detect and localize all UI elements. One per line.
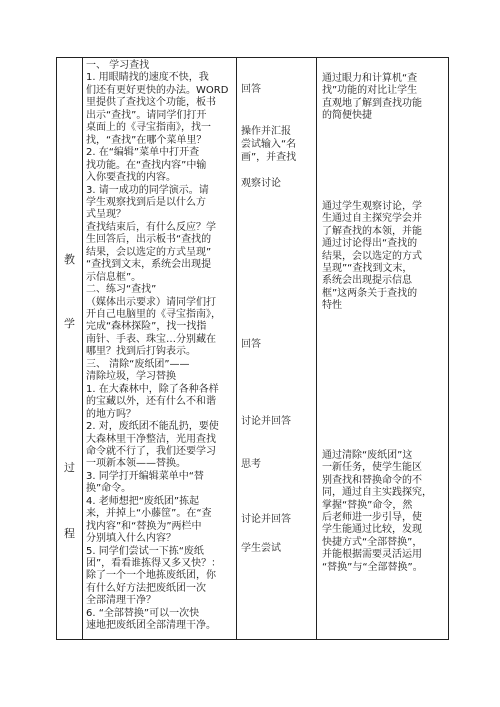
intent-line: 特性 xyxy=(322,300,342,312)
stage-column xyxy=(57,58,82,639)
content-line: 示信息框”。 xyxy=(86,271,142,283)
content-line: 们还有更好更快的办法。WORD xyxy=(86,84,229,96)
intent-line: 找”功能的对比让学生 xyxy=(322,85,418,97)
content-line: 命令就不行了，我们还要学习 xyxy=(86,445,216,457)
content-line: 找内容”和“替换为”两栏中 xyxy=(86,520,202,532)
student-activity-column xyxy=(237,58,316,639)
content-line: 清除垃圾，学习替换 xyxy=(86,371,176,383)
content-line: 一、 学习查找 xyxy=(86,60,150,71)
intent-line: 了解查找的本领，并能 xyxy=(322,225,422,237)
content-line: 完成“森林探险”，找一找指 xyxy=(86,321,207,333)
activity-line: 思考 xyxy=(241,459,261,470)
intent-line: 通过眼力和计算机“查 xyxy=(322,73,418,84)
stage-label-char: 教 xyxy=(64,253,75,266)
intent-line: 后老师进一步引导，使 xyxy=(322,512,422,523)
content-line: 团”，看看谁拣得又多又快？： xyxy=(86,558,222,569)
intent-line: 框”这两条关于查找的 xyxy=(322,287,418,299)
intent-line: 直观地了解到查找功能 xyxy=(322,97,422,109)
content-line: 入你要查找的内容。 xyxy=(86,172,176,184)
content-line: 大森林里干净整洁，光用查找 xyxy=(86,433,216,445)
intent-line: 系统会出现提示信息 xyxy=(322,275,412,287)
content-line: 找，“查找”在哪个菜单里？ xyxy=(86,134,207,146)
content-line: 南针、手表、珠宝…分别藏在 xyxy=(86,333,216,345)
content-line: 出示“查找”。请同学们打开 xyxy=(86,109,207,121)
content-line: 2. 在“编辑”菜单中打开查 xyxy=(86,147,200,159)
intent-line: 学生能通过比较，发现 xyxy=(322,524,422,536)
content-line: 3. 请一成功的同学演示。请 xyxy=(86,184,209,196)
content-line: 哪里？找到后打钩表示。 xyxy=(86,346,196,358)
intent-line: 快捷方式“全部替换”， xyxy=(322,536,423,548)
content-line: 的宝藏以外，还有什么不和谐 xyxy=(86,396,216,408)
content-line: 分别填入什么内容？ xyxy=(86,533,176,545)
activity-line: 尝试输入“名 xyxy=(241,139,297,150)
content-line: 查找结束后，有什么反应？学 xyxy=(86,221,216,233)
activity-line: 回答 xyxy=(241,84,261,95)
content-line: 的地方吗？ xyxy=(86,408,136,420)
intent-line: 掌握“替换”命令，然 xyxy=(322,499,413,511)
content-line: 生回答后，出示板书“查找的 xyxy=(86,234,212,246)
content-line: 结果，会以选定的方式呈现” xyxy=(86,246,212,258)
content-line: 5. 同学们尝试一下拣“废纸 xyxy=(86,545,204,557)
table-border-bottom xyxy=(56,639,449,640)
content-line: （媒体出示要求）请同学们打 xyxy=(86,296,216,308)
table-border-right xyxy=(448,57,449,640)
activity-line: 回答 xyxy=(241,339,261,350)
intent-line: 同，通过自主实践探究， xyxy=(322,487,432,499)
activity-line: 画”，并查找 xyxy=(241,152,297,163)
activity-line: 学生尝试 xyxy=(241,543,281,554)
activity-line: 讨论并回答 xyxy=(241,514,291,525)
content-line: 里提供了查找这个功能，板书 xyxy=(86,97,216,109)
content-line: 开自己电脑里的《寻宝指南》， xyxy=(86,309,221,320)
design-intent-column xyxy=(317,58,448,639)
content-line: 4. 老师想把“废纸团”拣起 xyxy=(86,495,200,507)
content-line: 二、练习“查找” xyxy=(86,284,157,296)
intent-line: 结果，会以选定的方式 xyxy=(322,250,422,262)
content-line: 全部清理干净？ xyxy=(86,595,156,607)
content-line: 来，并掉上“小藤筐”。在“查 xyxy=(86,508,212,520)
intent-line: “替换”与“全部替换”。 xyxy=(322,561,423,573)
content-line: “查找到文末，系统会出现提 xyxy=(86,259,212,271)
content-line: 3. 同学打开编辑菜单中“替 xyxy=(86,470,204,482)
content-line: 有什么好方法把废纸团一次 xyxy=(86,582,206,594)
content-line: 除了一个一个地拣废纸团，你 xyxy=(86,570,216,582)
activity-line: 观察讨论 xyxy=(241,178,281,189)
content-line: 换”命令。 xyxy=(86,483,132,495)
intent-line: 并能根据需要灵活运用 xyxy=(322,549,422,561)
content-line: 1. 在大森林中，除了各种各样 xyxy=(86,383,219,395)
content-line: 学生观察找到后是以什么方 xyxy=(86,196,206,208)
intent-line: 生通过自主探究学会并 xyxy=(322,213,422,225)
intent-line: 别查找和替换命令的不 xyxy=(322,474,422,486)
content-line: 三、 清除“废纸团”—— xyxy=(86,358,190,370)
content-line: 2. 对，废纸团不能乱扔，要使 xyxy=(86,421,219,433)
intent-line: 呈现”“查找到文末， xyxy=(322,263,413,274)
intent-line: 一新任务，使学生能区 xyxy=(322,462,422,474)
teaching-content-column xyxy=(83,58,236,639)
content-line: 6. “全部替换”可以一次快 xyxy=(86,607,200,619)
content-line: 一项新本领——替换。 xyxy=(86,458,186,470)
intent-line: 通过学生观察讨论，学 xyxy=(322,201,422,212)
intent-line: 通过清除“废纸团”这 xyxy=(322,450,413,461)
activity-line: 操作并汇报 xyxy=(241,126,291,137)
content-line: 桌面上的《寻宝指南》，找一 xyxy=(86,122,211,134)
stage-label-char: 学 xyxy=(64,317,75,330)
content-line: 1. 用眼睛找的速度不快，我 xyxy=(86,72,209,84)
stage-label-char: 过 xyxy=(64,461,75,474)
content-line: 速地把废纸团全部清理干净。 xyxy=(86,620,216,632)
content-line: 式呈现？ xyxy=(86,209,126,221)
intent-line: 通过讨论得出“查找的 xyxy=(322,238,418,250)
activity-line: 讨论并回答 xyxy=(241,416,291,427)
content-line: 找功能。在“查找内容”中输 xyxy=(86,159,207,171)
intent-line: 的简便快捷 xyxy=(322,110,372,122)
stage-label-char: 程 xyxy=(64,527,75,540)
